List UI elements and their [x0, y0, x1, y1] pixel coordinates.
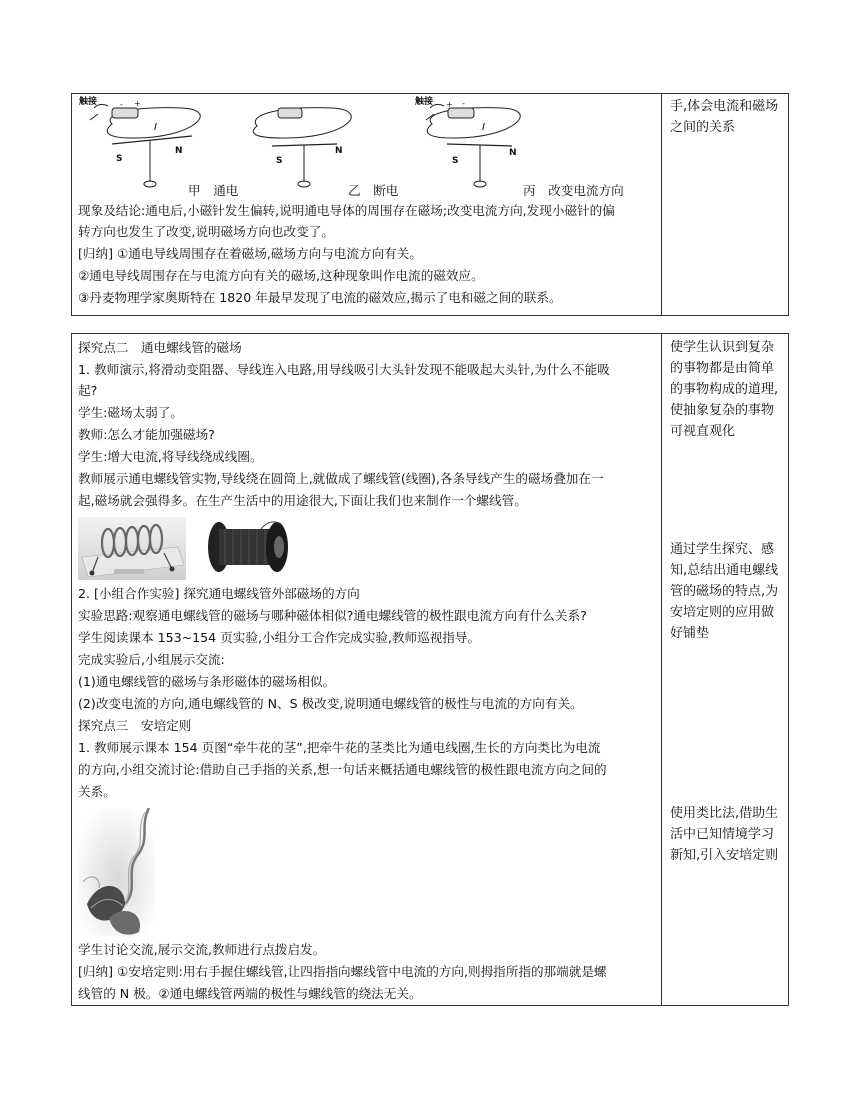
panel-c-diagram [426, 99, 520, 187]
design-intent-note: 通过学生探究、感知,总结出通电螺线管的磁场的特点,为安培定则的应用做好铺垫 [670, 542, 779, 641]
summary-line: 线管的 N 极。②通电螺线管两端的极性与螺线管的绕法无关。 [78, 986, 422, 1001]
summary-line: [归纳] ①安培定则:用右手握住螺线管,让四指指向螺线管中电流的方向,则拇指所指的那端就是螺 [78, 964, 607, 979]
label-current-c: I [482, 122, 485, 133]
table1-main-cell [72, 94, 662, 315]
design-intent-note: 使学生认识到复杂的事物都是由简单的事物构成的道理,使抽象复杂的事物可视直观化 [670, 340, 779, 439]
svg-text:+: + [134, 99, 141, 108]
oersted-figure [72, 94, 662, 200]
paragraph-line: 学生讨论交流,展示交流,教师进行点拨启发。 [78, 942, 326, 957]
caption-energized: 甲 通电 [188, 183, 239, 198]
solenoid-photo [78, 517, 186, 580]
label-n-b: N [335, 146, 343, 156]
svg-text:+: + [446, 100, 453, 109]
caption-disconnected: 乙 断电 [348, 183, 399, 198]
paragraph-line: 转方向也发生了改变,说明磁场方向也改变了。 [78, 224, 334, 239]
summary-line: ②通电导线周围存在与电流方向有关的磁场,这种现象叫作电流的磁效应。 [78, 268, 484, 283]
morning-glory-stem-photo [79, 808, 155, 936]
label-n-c: N [509, 148, 517, 158]
panel-a-diagram [90, 99, 200, 187]
section-heading: 探究点三 安培定则 [78, 718, 192, 733]
table-oersted-experiment [71, 93, 789, 316]
paragraph-line: 1. 教师展示课本 154 页图“牵牛花的茎”,把牵牛花的茎类比为通电线圈,生长的方向类比为电流 [78, 740, 601, 755]
paragraph-line: 教师展示通电螺线管实物,导线绕在圆筒上,就做成了螺线管(线圈),各条导线产生的磁场叠加在一 [78, 471, 604, 486]
label-s-c: S [452, 156, 459, 166]
table1-side-cell [662, 94, 788, 315]
paragraph-line: 1. 教师演示,将滑动变阻器、导线连入电路,用导线吸引大头针发现不能吸起大头针,为什么不能吸 [78, 362, 610, 377]
svg-text:-: - [120, 100, 123, 109]
coil-spool-photo [201, 517, 299, 580]
paragraph-line: 完成实验后,小组展示交流: [78, 652, 225, 667]
label-s-b: S [276, 156, 283, 166]
paragraph-line: 现象及结论:通电后,小磁针发生偏转,说明通电导体的周围存在磁场;改变电流方向,发现小磁针的偏 [78, 203, 615, 218]
dialogue-line: 教师:怎么才能加强磁场? [78, 427, 215, 442]
paragraph-line: 关系。 [78, 784, 116, 799]
label-n-a: N [175, 146, 183, 156]
paragraph-line: 学生阅读课本 153~154 页实验,小组分工合作完成实验,教师巡视指导。 [78, 630, 481, 645]
label-s-a: S [116, 154, 123, 164]
dialogue-line: 学生:磁场太弱了。 [78, 405, 183, 420]
summary-line: ③丹麦物理学家奥斯特在 1820 年最早发现了电流的磁效应,揭示了电和磁之间的联系。 [78, 290, 562, 305]
table-solenoid-and-ampere-rule [71, 333, 789, 1006]
design-intent-note: 手,体会电流和磁场之间的关系 [670, 99, 779, 135]
design-intent-note: 使用类比法,借助生活中已知情境学习新知,引入安培定则 [670, 806, 779, 863]
label-touch-a: 触接 [79, 97, 98, 107]
result-line: (1)通电螺线管的磁场与条形磁体的磁场相似。 [78, 674, 336, 689]
table2-side-cell [662, 334, 788, 1005]
paragraph-line: 实验思路:观察通电螺线管的磁场与哪种磁体相似?通电螺线管的极性跟电流方向有什么关系? [78, 608, 587, 623]
caption-reverse-current: 丙 改变电流方向 [523, 183, 624, 198]
paragraph-line: 的方向,小组交流讨论:借助自己手指的关系,想一句话来概括通电螺线管的极性跟电流方向之间的 [78, 762, 607, 777]
result-line: (2)改变电流的方向,通电螺线管的 N、S 极改变,说明通电螺线管的极性与电流的方向有关。 [78, 696, 583, 711]
section-heading: 探究点二 通电螺线管的磁场 [78, 340, 242, 355]
experiment-heading: 2. [小组合作实验] 探究通电螺线管外部磁场的方向 [78, 586, 360, 601]
table2-main-cell [72, 334, 662, 1005]
paragraph-line: 起,磁场就会强得多。在生产生活中的用途很大,下面让我们也来制作一个螺线管。 [78, 493, 527, 508]
label-current-a: I [154, 122, 157, 133]
label-touch-c: 触接 [415, 97, 434, 107]
svg-text:-: - [462, 99, 465, 108]
paragraph-line: 起? [78, 383, 98, 398]
dialogue-line: 学生:增大电流,将导线绕成线圈。 [78, 449, 263, 464]
summary-line: [归纳] ①通电导线周围存在着磁场,磁场方向与电流方向有关。 [78, 246, 422, 261]
